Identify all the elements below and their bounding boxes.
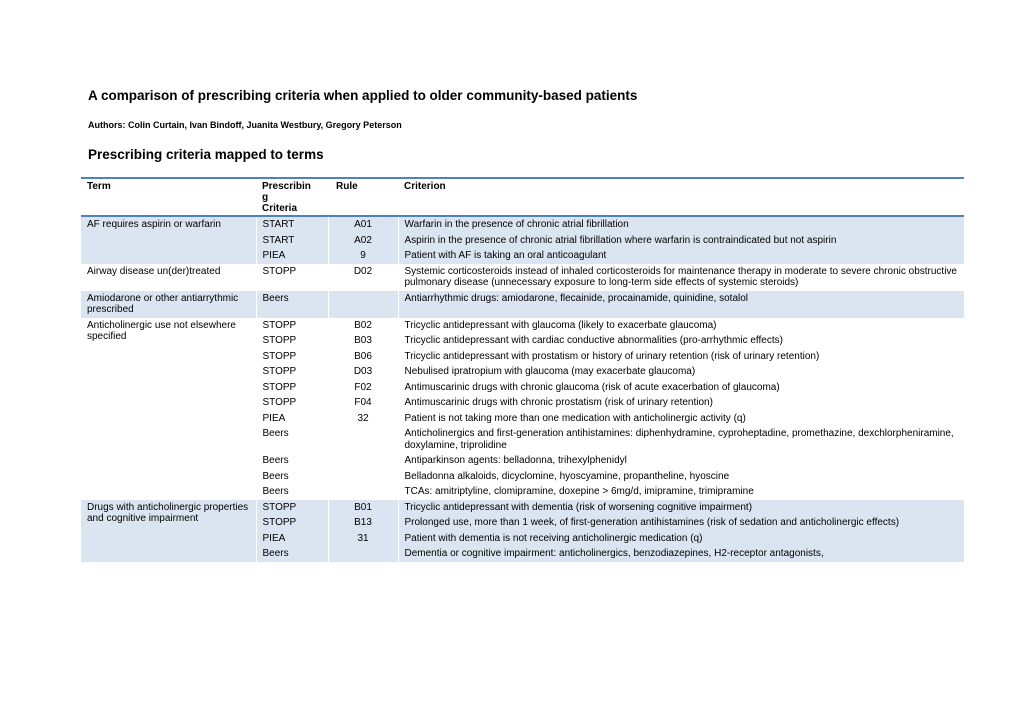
cell-term: Airway disease un(der)treated [81,264,256,291]
cell-term: Anticholinergic use not elsewhere specified [81,318,256,500]
cell-source: STOPP [256,395,328,411]
cell-rule: A02 [328,233,398,249]
cell-rule: B01 [328,500,398,516]
cell-criterion: TCAs: amitriptyline, clomipramine, doxepine > 6mg/d, imipramine, trimipramine [404,486,754,497]
cell-term: Amiodarone or other antiarrythmic prescribed [81,291,256,318]
header-term: Term [81,178,256,216]
cell-source: STOPP [256,380,328,396]
cell-source: STOPP [256,318,328,334]
cell-rule [328,453,398,469]
cell-rule: D03 [328,364,398,380]
cell-criterion: Nebulised ipratropium with glaucoma (may exacerbate glaucoma) [404,366,696,377]
cell-criterion: Systemic corticosteroids instead of inhaled corticosteroids for maintenance therapy in moderate to severe chronic obstructive pulmonary disease (unnecessary exposure to long-term side effects of systemic steroids) [404,265,957,288]
cell-source: STOPP [256,333,328,349]
cell-rule: 9 [328,248,398,264]
cell-source: STOPP [256,349,328,365]
cell-rule [328,426,398,453]
cell-criterion: Tricyclic antidepressant with prostatism or history of urinary retention (risk of urinary retention) [404,350,820,362]
cell-source: Beers [256,546,328,562]
cell-criterion: Patient with dementia is not receiving anticholinergic medication (q) [398,531,964,547]
table-row [81,291,964,318]
cell-source: STOPP [256,500,328,516]
table-row [81,500,964,516]
cell-rule [328,546,398,562]
authors-line: Authors: Colin Curtain, Ivan Bindoff, Juanita Westbury, Gregory Peterson [88,120,402,130]
table-header-row [81,178,964,216]
cell-criterion: Warfarin in the presence of chronic atrial fibrillation [398,216,964,233]
cell-criterion: Tricyclic antidepressant with cardiac conductive abnormalities (pro-arrhythmic effects) [404,335,783,346]
header-criterion: Criterion [398,178,964,216]
cell-rule: B13 [328,515,398,531]
cell-source: Beers [256,453,328,469]
cell-source: PIEA [256,248,328,264]
table-row [81,216,964,233]
cell-criterion: Patient with AF is taking an oral anticoagulant [398,248,964,264]
cell-rule: B03 [328,333,398,349]
cell-rule: B06 [328,349,398,365]
cell-rule: D02 [328,264,398,291]
cell-criterion: Belladonna alkaloids, dicyclomine, hyoscyamine, propantheline, hyoscine [404,470,730,482]
table-row [81,264,964,291]
table-body [81,216,964,562]
table-row [81,318,964,334]
cell-criterion: Aspirin in the presence of chronic atrial fibrillation where warfarin is contraindicated but not aspirin [398,233,964,249]
cell-term: Drugs with anticholinergic properties and cognitive impairment [81,500,256,562]
cell-rule [328,291,398,318]
cell-criterion: Antiparkinson agents: belladonna, trihexylphenidyl [404,455,627,466]
cell-source: Beers [256,291,328,318]
cell-source: STOPP [256,515,328,531]
cell-source: START [256,216,328,233]
cell-criterion: Dementia or cognitive impairment: anticholinergics, benzodiazepines, H2-receptor antagonists, [398,546,964,562]
criteria-table [81,177,964,562]
cell-rule: F04 [328,395,398,411]
cell-criterion: Tricyclic antidepressant with dementia (risk of worsening cognitive impairment) [398,500,964,516]
cell-criterion: Antimuscarinic drugs with chronic glaucoma (risk of acute exacerbation of glaucoma) [404,381,780,393]
page-title: A comparison of prescribing criteria when applied to older community-based patients [88,88,638,103]
cell-criterion: Tricyclic antidepressant with glaucoma (likely to exacerbate glaucoma) [404,319,717,331]
cell-rule: A01 [328,216,398,233]
cell-source: START [256,233,328,249]
header-prescribing-criteria: Prescribin g Criteria [256,178,328,216]
cell-rule: B02 [328,318,398,334]
cell-criterion: Antimuscarinic drugs with chronic prostatism (risk of urinary retention) [404,397,713,408]
cell-rule: F02 [328,380,398,396]
cell-rule: 31 [328,531,398,547]
cell-criterion: Patient is not taking more than one medication with anticholinergic activity (q) [404,412,746,424]
cell-term: AF requires aspirin or warfarin [81,216,256,264]
cell-rule [328,469,398,485]
cell-source: STOPP [256,264,328,291]
header-rule: Rule [328,178,398,216]
cell-source: PIEA [256,411,328,427]
cell-criterion: Prolonged use, more than 1 week, of first-generation antihistamines (risk of sedation and anticholinergic effects) [398,515,964,531]
section-title: Prescribing criteria mapped to terms [88,147,324,162]
cell-rule [328,484,398,500]
cell-source: STOPP [256,364,328,380]
cell-criterion: Anticholinergics and first-generation antihistamines: diphenhydramine, cyproheptadine, promethazine, dexchlorpheniramine, doxylamine, triprolidine [404,428,954,451]
cell-source: PIEA [256,531,328,547]
cell-rule: 32 [328,411,398,427]
cell-source: Beers [256,426,328,453]
cell-source: Beers [256,469,328,485]
cell-criterion: Antiarrhythmic drugs: amiodarone, flecainide, procainamide, quinidine, sotalol [398,291,964,318]
cell-source: Beers [256,484,328,500]
